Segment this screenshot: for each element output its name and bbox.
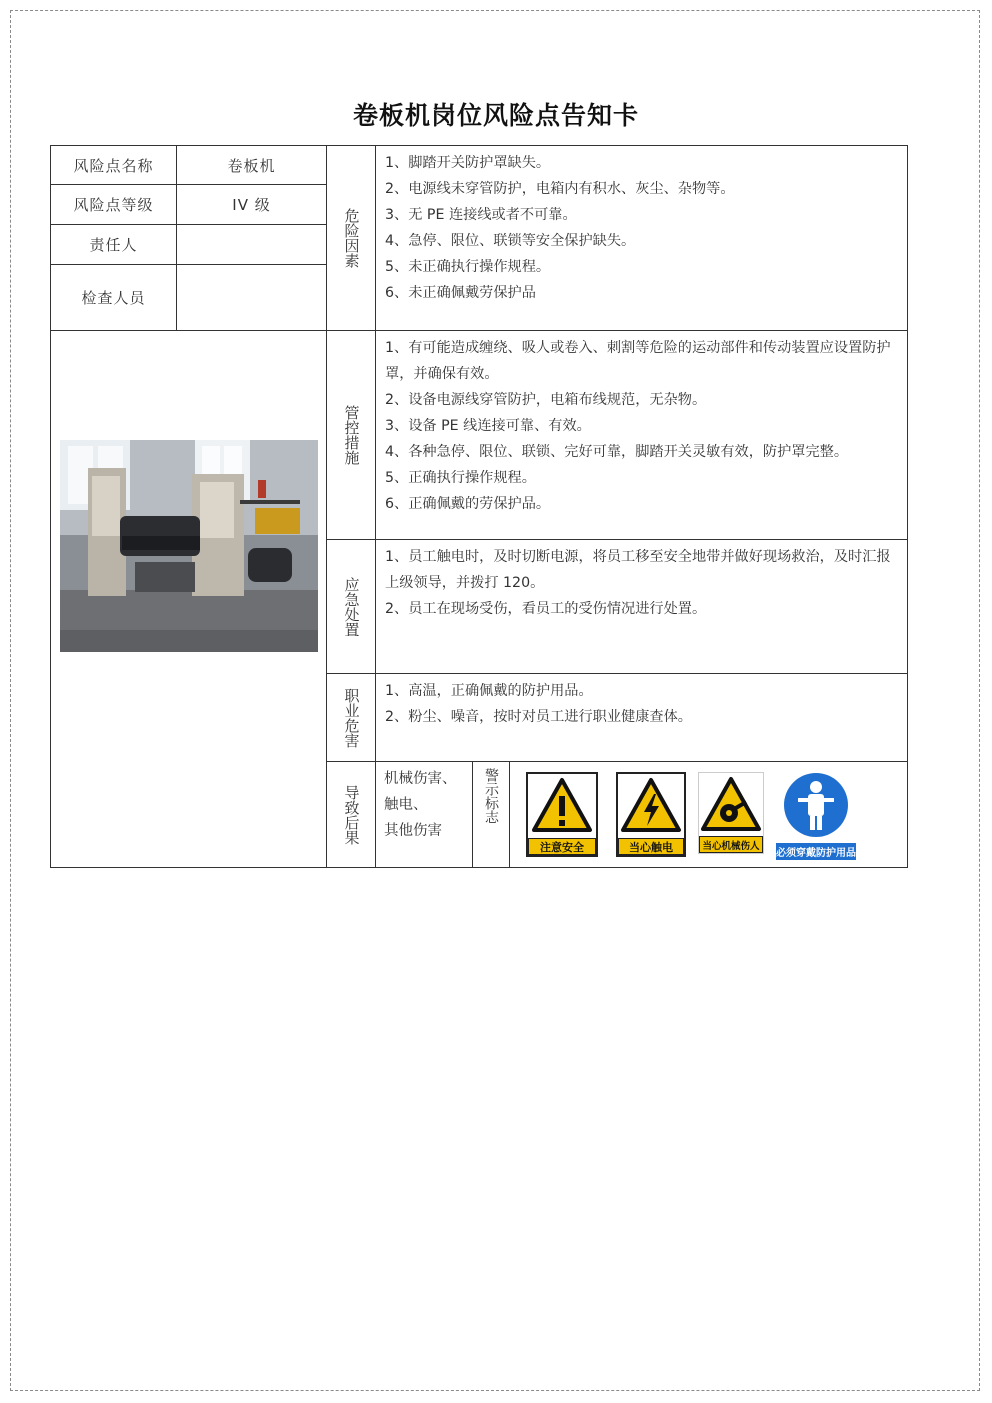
electric-shock-warning-icon — [618, 774, 684, 836]
sign-electric-shock-caption: 当心触电 — [618, 838, 684, 855]
risk-level-label: 风险点等级 — [50, 184, 177, 225]
hazard-item: 2、电源线未穿管防护，电箱内有积水、灰尘、杂物等。 — [385, 181, 735, 197]
sign-mechanical-injury-caption: 当心机械伤人 — [699, 836, 763, 853]
sign-mechanical-injury — [698, 772, 764, 854]
emergency-item: 2、员工在现场受伤，看员工的受伤情况进行处置。 — [385, 601, 707, 617]
emergency-item: 1、员工触电时，及时切断电源，将员工移至安全地带并做好现场救治，及时汇报上级领导，并拨打 120。 — [385, 549, 891, 591]
sign-electric-shock — [616, 772, 686, 857]
hazard-item: 3、无 PE 连接线或者不可靠。 — [385, 207, 577, 223]
plate-rolling-machine-photo — [60, 440, 318, 652]
sign-protective-equipment — [776, 772, 856, 860]
responsible-value — [176, 224, 327, 265]
emergency-list — [375, 539, 908, 674]
equipment-photo-cell — [50, 330, 327, 868]
risk-name-label: 风险点名称 — [50, 145, 177, 185]
hazards-label: 危险因素 — [342, 208, 361, 268]
occupational-label: 职业危害 — [342, 687, 361, 748]
control-item: 5、正确执行操作规程。 — [385, 470, 536, 486]
occupational-item: 2、粉尘、噪音，按时对员工进行职业健康查体。 — [385, 709, 692, 725]
emergency-label-cell — [326, 539, 376, 674]
consequences-list — [375, 761, 473, 868]
emergency-label: 应急处置 — [342, 576, 361, 637]
hazard-item: 6、未正确佩戴劳保护品 — [385, 285, 536, 301]
hazards-label-cell — [326, 145, 376, 331]
consequences-label-cell — [326, 761, 376, 868]
control-item: 2、设备电源线穿管防护，电箱布线规范，无杂物。 — [385, 392, 707, 408]
consequences-label: 导致后果 — [342, 784, 361, 845]
exclamation-warning-icon — [528, 774, 596, 836]
sign-caution-caption: 注意安全 — [528, 838, 596, 855]
wear-protective-equipment-icon — [776, 772, 856, 840]
occupational-label-cell — [326, 673, 376, 762]
inspector-value — [176, 264, 327, 331]
responsible-label: 责任人 — [50, 224, 177, 265]
warning-signs-cell — [509, 761, 908, 868]
mechanical-injury-warning-icon — [699, 773, 763, 835]
controls-label-cell — [326, 330, 376, 540]
control-item: 1、有可能造成缠绕、吸人或卷入、刺割等危险的运动部件和传动装置应设置防护罩，并确保有效。 — [385, 340, 891, 382]
control-item: 4、各种急停、限位、联锁、完好可靠，脚踏开关灵敏有效，防护罩完整。 — [385, 444, 849, 460]
occupational-item: 1、高温，正确佩戴的防护用品。 — [385, 683, 593, 699]
hazard-item: 5、未正确执行操作规程。 — [385, 259, 551, 275]
hazard-item: 4、急停、限位、联锁等安全保护缺失。 — [385, 233, 636, 249]
control-item: 3、设备 PE 线连接可靠、有效。 — [385, 418, 591, 434]
consequence-item: 机械伤害、 — [384, 771, 457, 787]
sign-caution — [526, 772, 598, 857]
inspector-label: 检查人员 — [50, 264, 177, 331]
control-item: 6、正确佩戴的劳保护品。 — [385, 496, 551, 512]
consequence-item: 其他伤害 — [384, 823, 442, 839]
controls-list — [375, 330, 908, 540]
hazard-item: 1、脚踏开关防护罩缺失。 — [385, 155, 551, 171]
risk-card-table — [51, 146, 909, 869]
warning-label-cell — [472, 761, 510, 868]
risk-name-value: 卷板机 — [176, 145, 327, 185]
occupational-list — [375, 673, 908, 762]
hazards-list — [375, 145, 908, 331]
risk-level-value: IV 级 — [176, 184, 327, 225]
page-title: 卷板机岗位风险点告知卡 — [352, 101, 639, 130]
consequence-item: 触电、 — [384, 797, 428, 813]
warning-label: 警示标志 — [483, 768, 499, 824]
controls-label: 管控措施 — [342, 405, 361, 465]
sign-protective-equipment-caption: 必须穿戴防护用品 — [776, 843, 856, 860]
